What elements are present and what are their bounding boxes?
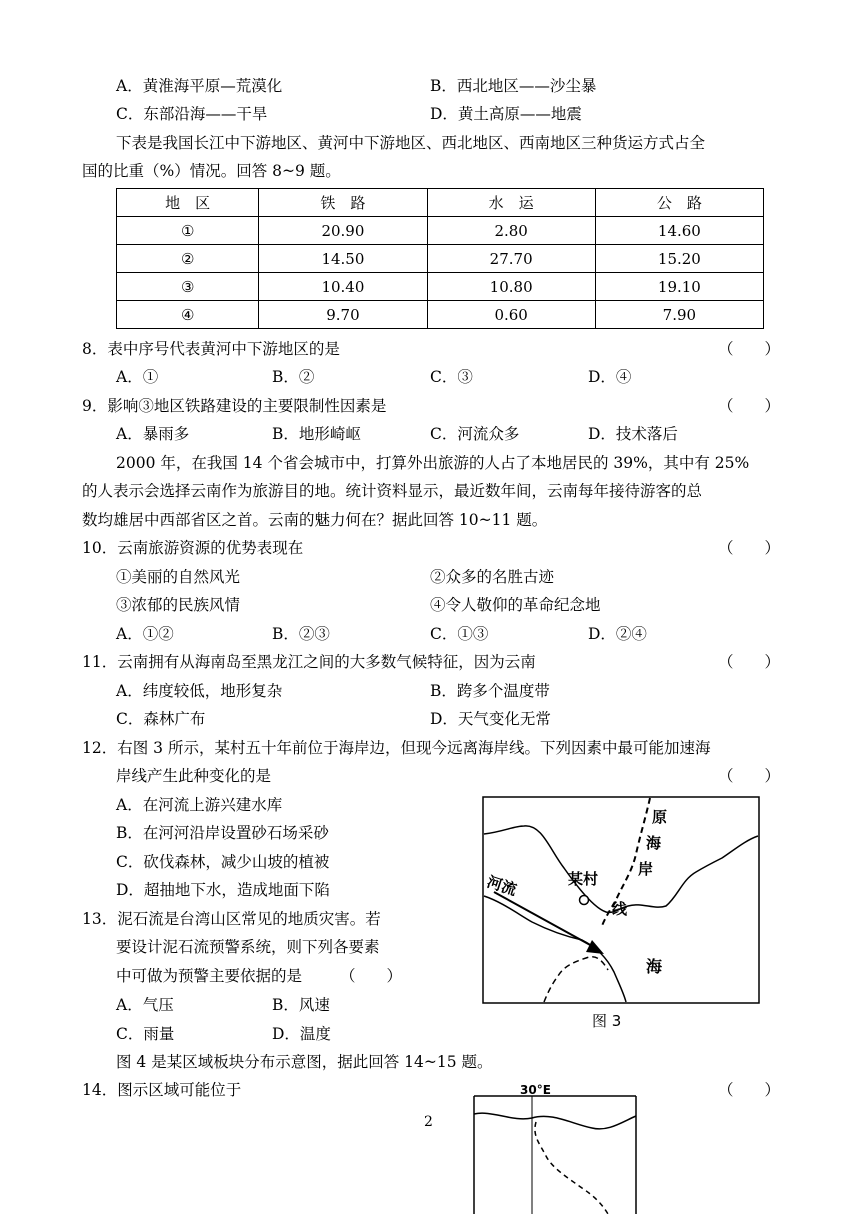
table-header: 地 区 xyxy=(117,189,259,217)
label-coast-3: 岸 xyxy=(638,860,654,878)
figure-4-map xyxy=(472,1082,638,1214)
label-longitude: 30°E xyxy=(520,1083,551,1097)
label-coast-1: 原 xyxy=(652,808,668,826)
label-village: 某村 xyxy=(568,870,599,888)
q9-option-a: A．暴雨多 xyxy=(116,425,190,443)
q12-option-d: D．超抽地下水，造成地面下陷 xyxy=(116,881,330,899)
table-cell: 9.70 xyxy=(259,301,427,329)
table-cell: 10.80 xyxy=(427,273,595,301)
answer-parentheses: （ ） xyxy=(718,397,781,415)
table-cell: 19.10 xyxy=(595,273,763,301)
q10-option-d: D．②④ xyxy=(588,625,647,643)
q10-item-2: ②众多的名胜古迹 xyxy=(430,568,555,586)
figure-3-map xyxy=(482,796,760,1004)
q7-option-c: C．东部沿海——干旱 xyxy=(116,105,268,123)
q12-stem-line2: 岸线产生此种变化的是 xyxy=(116,767,272,785)
q9-stem: 9．影响③地区铁路建设的主要限制性因素是 xyxy=(82,397,387,415)
answer-parentheses: （ ） xyxy=(718,767,781,785)
table-row xyxy=(117,245,764,273)
q12-option-b: B．在河河沿岸设置砂石场采砂 xyxy=(116,824,329,842)
table-cell: 27.70 xyxy=(427,245,595,273)
table-cell: 7.90 xyxy=(595,301,763,329)
q13-stem-line1: 13．泥石流是台湾山区常见的地质灾害。若 xyxy=(82,910,381,928)
answer-parentheses: （ ） xyxy=(340,967,403,985)
q8-option-b: B．② xyxy=(272,368,315,386)
table-cell: 15.20 xyxy=(595,245,763,273)
table-cell: ② xyxy=(117,245,259,273)
table-row xyxy=(117,301,764,329)
q11-stem: 11．云南拥有从海南岛至黑龙江之间的大多数气候特征，因为云南 xyxy=(82,653,536,671)
table-cell: 2.80 xyxy=(427,217,595,245)
answer-parentheses: （ ） xyxy=(718,340,781,358)
q11-option-c: C．森林广布 xyxy=(116,710,206,728)
answer-parentheses: （ ） xyxy=(718,653,781,671)
intro-8-9-line2: 国的比重（%）情况。回答 8~9 题。 xyxy=(82,162,341,180)
q13-option-a: A．气压 xyxy=(116,996,174,1014)
q12-option-c: C．砍伐森林，减少山坡的植被 xyxy=(116,853,330,871)
q7-option-a: A．黄淮海平原—荒漠化 xyxy=(116,77,283,95)
q8-option-d: D．④ xyxy=(588,368,632,386)
table-row xyxy=(117,217,764,245)
q13-option-c: C．雨量 xyxy=(116,1025,175,1043)
q11-option-b: B．跨多个温度带 xyxy=(430,682,550,700)
q10-item-3: ③浓郁的民族风情 xyxy=(116,596,241,614)
table-cell: 20.90 xyxy=(259,217,427,245)
q13-option-d: D．温度 xyxy=(272,1025,331,1043)
answer-parentheses: （ ） xyxy=(718,1081,781,1099)
q12-stem-line1: 12．右图 3 所示，某村五十年前位于海岸边，但现今远离海岸线。下列因素中最可能加速海 xyxy=(82,739,711,757)
table-cell: ③ xyxy=(117,273,259,301)
table-cell: 14.50 xyxy=(259,245,427,273)
label-river: 河流 xyxy=(484,872,519,900)
q10-option-a: A．①② xyxy=(116,625,174,643)
q8-option-a: A．① xyxy=(116,368,159,386)
village-marker xyxy=(580,896,589,905)
label-coast-4: 线 xyxy=(612,900,628,918)
table-header: 公 路 xyxy=(595,189,763,217)
intro-10-11-line3: 数均雄居中西部省区之首。云南的魅力何在？据此回答 10~11 题。 xyxy=(82,511,548,529)
table-header: 铁 路 xyxy=(259,189,427,217)
q9-option-b: B．地形崎岖 xyxy=(272,425,361,443)
label-sea: 海 xyxy=(646,957,663,976)
table-row xyxy=(117,273,764,301)
q10-option-c: C．①③ xyxy=(430,625,489,643)
intro-8-9-line1: 下表是我国长江中下游地区、黄河中下游地区、西北地区、西南地区三种货运方式占全 xyxy=(116,134,706,152)
q12-option-a: A．在河流上游兴建水库 xyxy=(116,796,283,814)
page-number: 2 xyxy=(424,1114,433,1130)
label-coast-2: 海 xyxy=(646,834,662,852)
q11-option-d: D．天气变化无常 xyxy=(430,710,551,728)
q7-option-b: B．西北地区——沙尘暴 xyxy=(430,77,597,95)
intro-14-15: 图 4 是某区域板块分布示意图，据此回答 14~15 题。 xyxy=(116,1053,493,1071)
table-cell: 10.40 xyxy=(259,273,427,301)
q10-option-b: B．②③ xyxy=(272,625,330,643)
table-cell: 0.60 xyxy=(427,301,595,329)
answer-parentheses: （ ） xyxy=(718,539,781,557)
q10-item-4: ④令人敬仰的革命纪念地 xyxy=(430,596,601,614)
q8-stem: 8．表中序号代表黄河中下游地区的是 xyxy=(82,340,340,358)
q11-option-a: A．纬度较低，地形复杂 xyxy=(116,682,283,700)
freight-table xyxy=(116,188,764,329)
q13-option-b: B．风速 xyxy=(272,996,330,1014)
q8-option-c: C．③ xyxy=(430,368,473,386)
intro-10-11-line2: 的人表示会选择云南作为旅游目的地。统计资料显示，最近数年间，云南每年接待游客的总 xyxy=(82,482,703,500)
q10-item-1: ①美丽的自然风光 xyxy=(116,568,241,586)
q9-option-d: D．技术落后 xyxy=(588,425,678,443)
q13-stem-line3: 中可做为预警主要依据的是 xyxy=(116,967,303,985)
table-header-row xyxy=(117,189,764,217)
table-header: 水 运 xyxy=(427,189,595,217)
q13-stem-line2: 要设计泥石流预警系统，则下列各要素 xyxy=(116,938,380,956)
figure-3-caption: 图 3 xyxy=(592,1012,622,1030)
q9-option-c: C．河流众多 xyxy=(430,425,520,443)
q10-stem: 10．云南旅游资源的优势表现在 xyxy=(82,539,304,557)
table-cell: ④ xyxy=(117,301,259,329)
table-cell: 14.60 xyxy=(595,217,763,245)
table-cell: ① xyxy=(117,217,259,245)
q14-stem: 14．图示区域可能位于 xyxy=(82,1081,242,1099)
intro-10-11-line1: 2000 年，在我国 14 个省会城市中，打算外出旅游的人占了本地居民的 39%，其中有 25% xyxy=(116,454,750,472)
q7-option-d: D．黄土高原——地震 xyxy=(430,105,582,123)
